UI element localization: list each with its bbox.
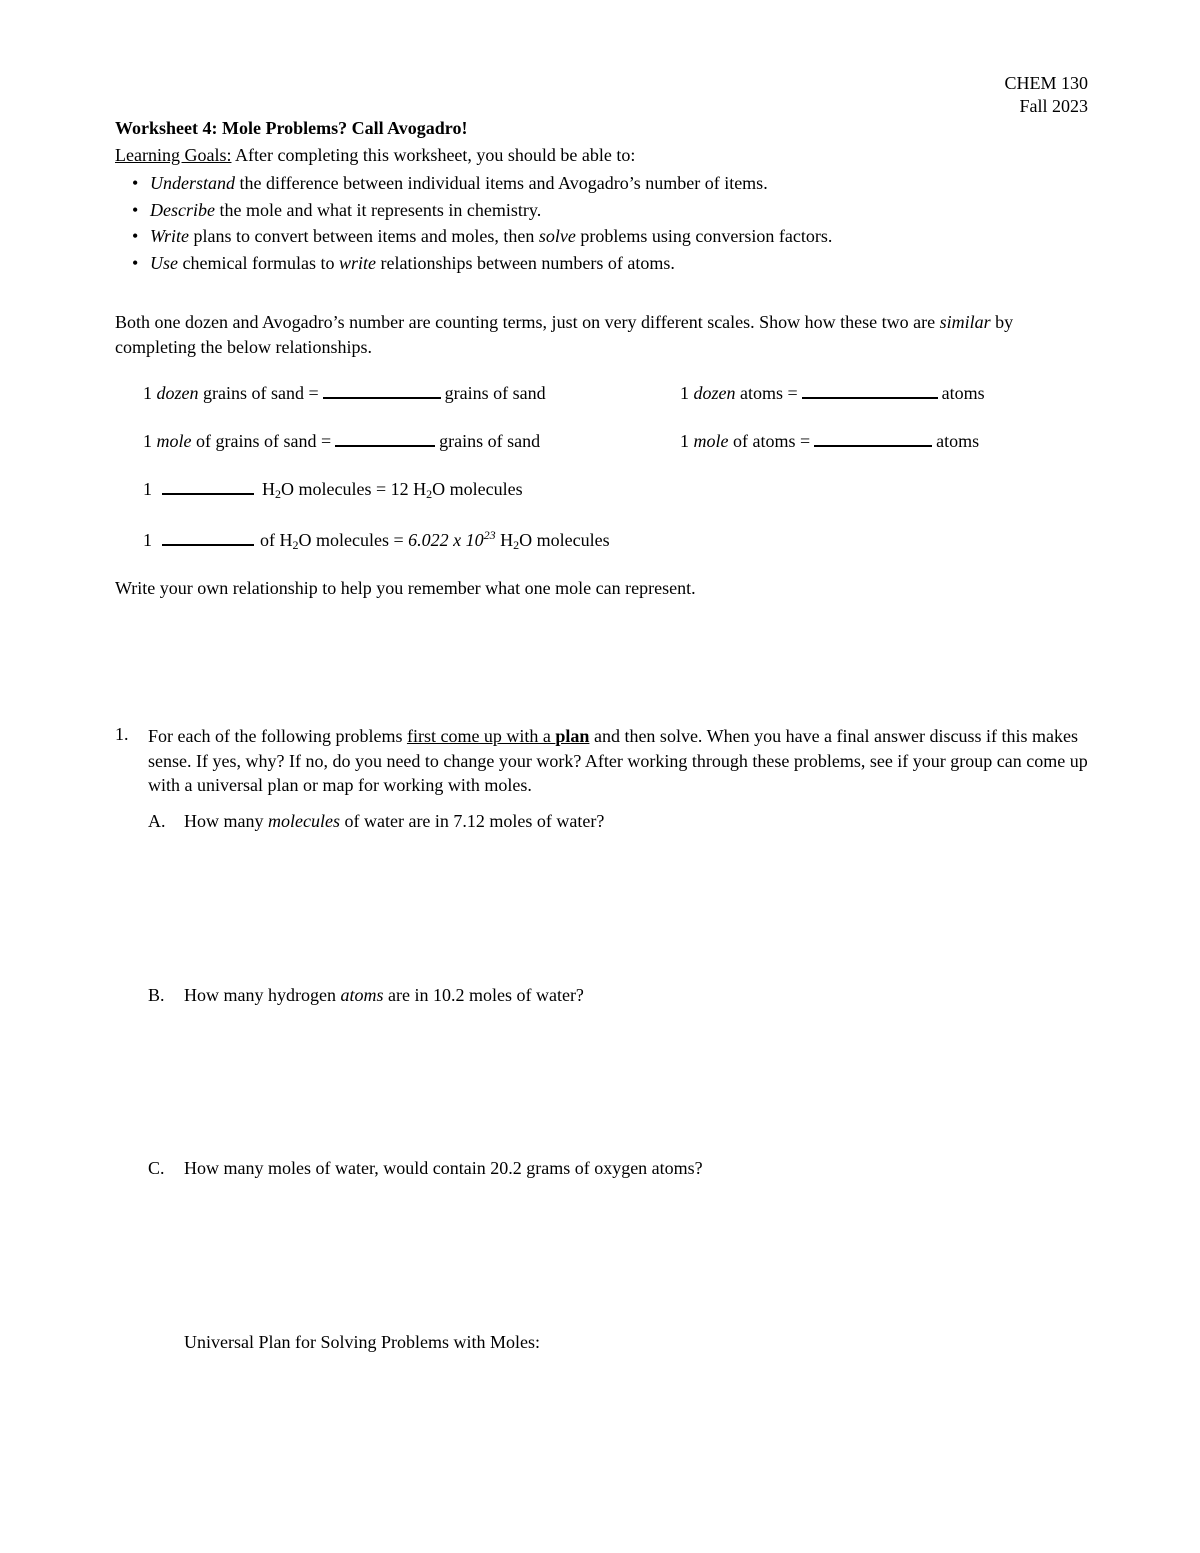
rel-text: grains of sand	[439, 431, 541, 451]
goal-text: relationships between numbers of atoms.	[375, 252, 675, 273]
relationship-water-mole	[143, 530, 610, 551]
q-text: and then solve. When you have a final answer discuss if this makes sense. If yes, why? If no, do you need to change your work? After working through these problems, see if your group can come up with a universal plan or map for working with moles.	[148, 726, 1088, 795]
sub-question-c	[148, 1158, 703, 1179]
rel-text: atoms =	[735, 383, 798, 403]
sub-text: How many moles of water, would contain 20.2 grams of oxygen atoms?	[184, 1158, 703, 1178]
rel-text: 1	[143, 383, 157, 403]
sub-label: A.	[148, 811, 166, 831]
rel-text: O molecules = 12 H	[281, 479, 427, 499]
relationship-water-dozen	[143, 479, 523, 500]
universal-plan-label: Universal Plan for Solving Problems with Moles:	[184, 1332, 540, 1352]
para-text: by completing the below relationships.	[115, 312, 1014, 357]
own-relationship-prompt: Write your own relationship to help you remember what one mole can represent.	[115, 578, 696, 598]
sub-label: B.	[148, 985, 165, 1005]
sub-text: How many hydrogen	[184, 985, 341, 1005]
course-code: CHEM 130	[1004, 73, 1088, 93]
rel-text: O molecules	[519, 530, 610, 550]
subscript: 2	[426, 487, 433, 501]
subscript: 2	[513, 538, 520, 552]
sub-question-b	[148, 985, 584, 1006]
relationship-mole-sand	[143, 431, 540, 452]
q-underlined: first come up with a	[406, 726, 556, 746]
sub-label: C.	[148, 1158, 165, 1178]
intro-paragraph	[115, 310, 1095, 360]
goal-text: chemical formulas to	[178, 252, 339, 273]
answer-blank[interactable]	[162, 530, 254, 546]
rel-text: atoms	[941, 383, 985, 403]
avogadro-number: 6.022 x 10	[408, 530, 484, 550]
relationship-mole-atoms	[680, 431, 979, 452]
rel-text: atoms	[936, 431, 980, 451]
learning-goals-text: After completing this worksheet, you should be able to:	[231, 145, 636, 165]
sub-question-a	[148, 811, 604, 832]
goal-verb: Understand	[150, 173, 235, 193]
goal-verb: Describe	[150, 199, 215, 220]
subscript: 2	[292, 538, 299, 552]
rel-unit: mole	[693, 431, 729, 451]
rel-text: of H	[260, 530, 293, 550]
goal-text: problems using conversion factors.	[575, 226, 833, 246]
sub-emph: atoms	[340, 985, 384, 1005]
list-item	[115, 250, 832, 277]
goal-text: plans to convert between items and moles, then	[189, 226, 539, 246]
question-number: 1.	[115, 724, 129, 744]
rel-text: H	[262, 479, 275, 499]
answer-blank[interactable]	[814, 431, 932, 447]
rel-text: 1	[143, 530, 152, 550]
course-term: Fall 2023	[1019, 96, 1088, 116]
rel-text: O molecules =	[298, 530, 409, 550]
goal-verb: write	[338, 252, 376, 273]
rel-text: 1	[143, 479, 152, 499]
answer-blank[interactable]	[323, 383, 441, 399]
learning-goals-list	[115, 170, 832, 276]
superscript: 23	[483, 528, 496, 542]
worksheet-title: Worksheet 4: Mole Problems? Call Avogadro!	[115, 118, 468, 138]
answer-blank[interactable]	[162, 479, 254, 495]
learning-goals-label: Learning Goals:	[115, 145, 232, 165]
sub-emph: molecules	[268, 811, 340, 831]
goal-text: the difference between individual items and Avogadro’s number of items.	[235, 173, 768, 193]
rel-text: 1	[680, 431, 694, 451]
rel-unit: dozen	[693, 383, 736, 403]
list-item	[115, 223, 832, 250]
rel-unit: mole	[156, 431, 192, 451]
answer-blank[interactable]	[802, 383, 938, 399]
goal-verb: Write	[150, 226, 189, 246]
relationship-dozen-sand	[143, 383, 546, 404]
subscript: 2	[275, 487, 281, 501]
learning-goals-intro	[115, 145, 635, 166]
rel-text: O molecules	[432, 479, 523, 499]
para-emph: similar	[939, 312, 991, 332]
course-header	[1004, 72, 1088, 118]
sub-text: How many	[184, 811, 268, 831]
sub-text: are in 10.2 moles of water?	[383, 985, 584, 1005]
rel-text: grains of sand	[444, 383, 546, 403]
rel-text: of atoms =	[728, 431, 811, 451]
rel-text: grains of sand =	[198, 383, 319, 403]
question-text	[148, 724, 1098, 798]
relationship-dozen-atoms	[680, 383, 985, 404]
rel-text: 1	[143, 431, 157, 451]
q-text: For each of the following problems	[148, 726, 407, 746]
rel-text: of grains of sand =	[191, 431, 332, 451]
sub-text: of water are in 7.12 moles of water?	[339, 811, 605, 831]
list-item	[115, 170, 832, 197]
goal-verb: solve	[538, 226, 576, 246]
goal-verb: Use	[150, 252, 178, 273]
rel-text: H	[495, 530, 514, 550]
answer-blank[interactable]	[335, 431, 435, 447]
q-plan: plan	[555, 726, 590, 746]
rel-unit: dozen	[156, 383, 199, 403]
goal-text: the mole and what it represents in chemistry.	[214, 199, 542, 220]
para-text: Both one dozen and Avogadro’s number are counting terms, just on very different scales. Show how these two are	[115, 312, 940, 332]
list-item	[115, 197, 832, 224]
rel-text: 1	[680, 383, 694, 403]
